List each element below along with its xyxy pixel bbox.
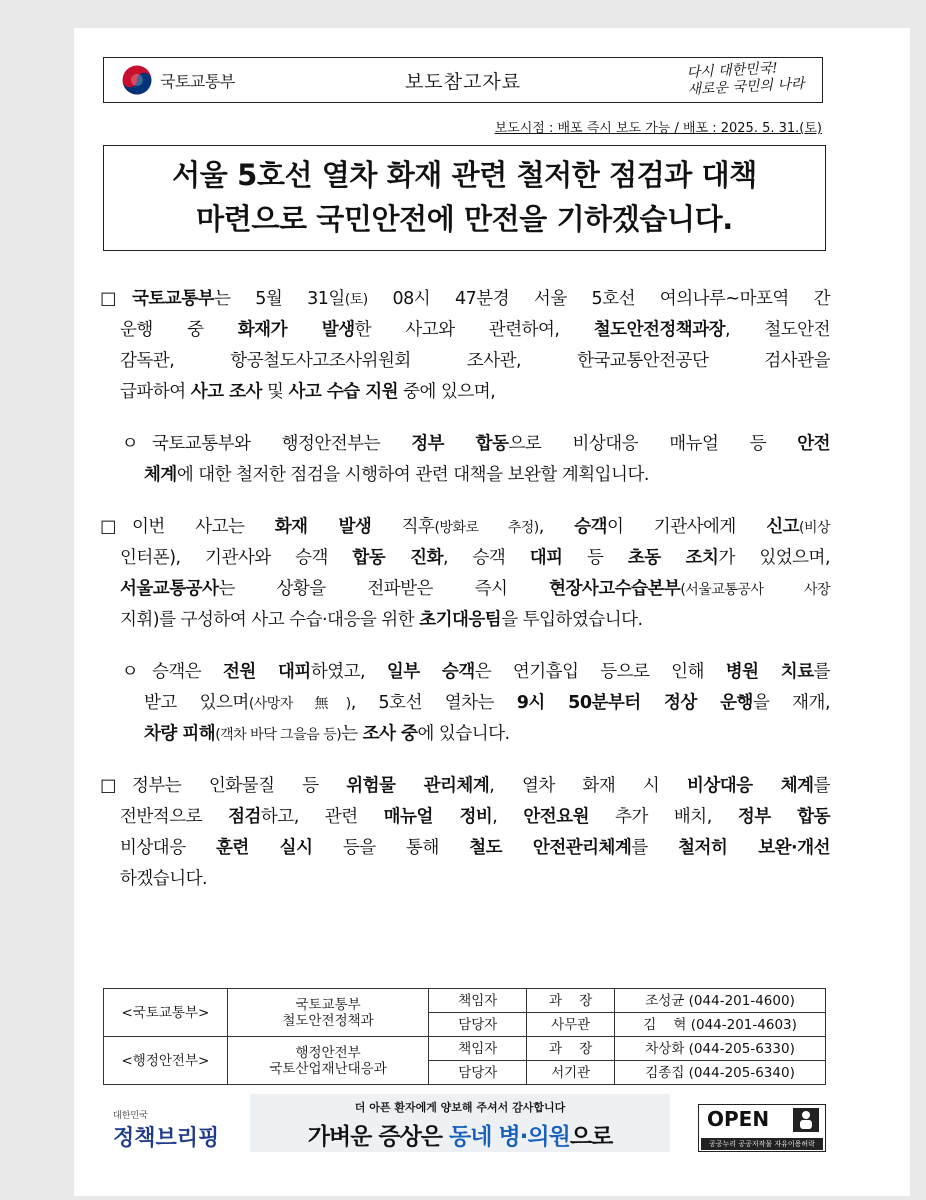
contact-title: 서기관 [527,1061,615,1085]
p1-l4-s2: 및 [261,382,289,402]
contact-person: 조성균 (044-201-4600) [615,989,826,1013]
p5-l2-s0: 전반적으로 [120,807,229,827]
checkbox-bullet-icon: □ [100,776,117,796]
p3-l3-s2: 현장사고수습본부 [549,579,681,599]
p5-l2-s4: , [492,807,524,827]
banner-headline [250,1118,670,1151]
headline-box [103,145,826,251]
p3-l2-s4: 등 [562,548,628,568]
press-body [100,284,830,895]
p1-l1-s3: 08시 47분경 서울 5호선 여의나루~마포역 간 [367,289,830,309]
p3-l1-s7: 신고 [766,517,799,537]
p3-l3-s3: (서울교통공사 사장 [680,582,830,598]
paragraph-3-line-2 [120,543,830,574]
p3-l2-s6: 가 있었으며, [718,548,831,568]
p1-l4-s3: 사고 수습 지원 [288,382,399,402]
doc-type-title: 보도참고자료 [404,70,522,93]
p5-l3-s3: 철도 안전관리체계 [469,838,632,858]
p2-l1-s2: 으로 비상대응 매뉴얼 등 [508,434,798,454]
taegeuk-icon [120,63,154,97]
p3-l1-s3: (방화로 추정) [434,520,539,536]
p1-l4-s1: 사고 조사 [190,382,262,402]
paragraph-4-line-1 [100,657,830,688]
p4-l3-s1: (객차 바닥 그을음 등) [215,727,342,743]
header-box [103,57,823,103]
checkbox-bullet-icon: □ [100,517,117,537]
headline-line-2: 마련으로 국민안전에 만전을 기하겠습니다. [196,202,733,236]
p4-l1-s1: 전원 대피 [222,662,311,682]
open-label: OPEN [707,1107,770,1131]
p1-l1-s1: 는 5월 31일 [214,289,345,309]
slogan-line-1: 다시 대한민국! [686,60,779,82]
p4-l2-s2: , 5호선 열차는 [350,693,517,713]
checkbox-bullet-icon: □ [100,289,117,309]
p4-l2-s0: 받고 있으며 [144,693,249,713]
contact-person: 김 혁 (044-201-4603) [615,1013,826,1037]
table-row [104,1037,826,1061]
p5-l1-s3: 비상대응 체계 [686,776,814,796]
campaign-banner[interactable] [250,1094,670,1152]
paragraph-3-line-1 [100,512,830,543]
paragraph-3-line-4 [120,605,830,636]
p3-l4-s0: 지휘)를 구성하여 사고 수습·대응을 위한 [120,610,420,630]
dept-division: 국토산업재난대응과 [269,1060,387,1077]
open-license-badge[interactable] [698,1104,826,1152]
headline-line-1: 서울 5호선 열차 화재 관련 철저한 점검과 대책 [172,158,757,192]
p1-l4-s0: 급파하여 [120,382,191,402]
p5-l3-s0: 비상대응 [120,838,216,858]
org-label: <국토교통부> [104,989,228,1037]
ministry-logo [120,63,320,97]
banner-headline-c: 으로 [569,1124,613,1150]
table-row [104,989,826,1013]
p5-l1-s2: , 열차 화재 시 [489,776,687,796]
p3-l3-s1: 는 상황을 전파받은 즉시 [218,579,550,599]
p3-l1-s1: 화재 발생 [274,517,372,537]
briefing-name: 정책브리핑 [113,1126,220,1151]
p5-l2-s2: 하고, 관련 [260,807,384,827]
p2-l1-s3: 안전 [797,434,830,454]
p4-l2-s1: (사망자 無) [248,696,351,712]
p3-l1-s0: 이번 사고는 [132,517,275,537]
p3-l2-s5: 초동 조치 [627,548,719,568]
contact-role: 책임자 [429,1037,527,1061]
p3-l1-s5: 승객 [574,517,608,537]
paragraph-5-line-2 [120,802,830,833]
p4-l3-s0: 차량 피해 [144,724,216,744]
p5-l2-s5: 안전요원 [523,807,589,827]
slogan-line-2: 새로운 국민의 나라 [686,75,805,99]
contact-role: 담당자 [429,1061,527,1085]
p5-l3-s2: 등을 통해 [312,838,470,858]
org-dept [227,989,429,1037]
p2-l2-s0: 체계 [144,465,177,485]
circle-bullet-icon: ㅇ [121,434,138,454]
paragraph-4-line-3 [144,719,830,750]
policy-briefing-logo[interactable] [113,1108,219,1152]
p2-l1-s1: 정부 합동 [411,434,509,454]
p3-l1-s4: , [538,517,575,537]
p4-l2-s3: 9시 50분부터 정상 운행 [516,693,753,713]
p1-l2-s3: 철도안전정책과장 [593,320,726,340]
circle-bullet-icon: ㅇ [121,662,138,682]
contact-person: 차상화 (044-205-6330) [615,1037,826,1061]
paragraph-4-line-2 [144,688,830,719]
paragraph-3-line-3 [120,574,830,605]
p3-l2-s1: 합동 진화 [352,548,443,568]
briefing-tag: 대한민국 [113,1111,148,1121]
p5-l1-s0: 정부는 인화물질 등 [132,776,347,796]
p4-l1-s5: 병원 치료 [725,662,814,682]
p1-l2-s2: 한 사고와 관련하여, [354,320,594,340]
p1-l2-s1: 화재가 발생 [237,320,355,340]
paragraph-2-line-1 [100,429,830,460]
p3-l2-s3: 대피 [529,548,563,568]
paragraph-5-line-3 [120,833,830,864]
release-info: 보도시점 : 배포 즉시 보도 가능 / 배포 : 2025. 5. 31.(토) [494,121,822,136]
p4-l3-s4: 에 있습니다. [417,724,510,744]
banner-headline-a: 가벼운 증상은 [307,1124,450,1150]
p1-l2-s4: , 철도안전 [725,320,830,340]
p2-l2-s1: 에 대한 철저한 점검을 시행하여 관련 대책을 보완할 계획입니다. [176,465,649,485]
dept-division: 철도안전정책과 [282,1012,374,1029]
p5-l2-s7: 정부 합동 [737,807,831,827]
p1-l4-s4: 중에 있으며, [398,382,496,402]
p2-l1-s0: 국토교통부와 행정안전부는 [152,434,412,454]
contact-role: 담당자 [429,1013,527,1037]
p5-l1-s4: 를 [813,776,830,796]
p3-l2-s0: 인터폰), 기관사와 승객 [120,548,353,568]
contact-role: 책임자 [429,989,527,1013]
p3-l4-s2: 을 투입하였습니다. [501,610,643,630]
p3-l2-s2: , 승객 [442,548,530,568]
org-label: <행정안전부> [104,1037,228,1085]
p3-l1-s6: 이 기관사에게 [607,517,767,537]
contact-table [103,988,826,1085]
org-dept [227,1037,429,1085]
p5-l2-s3: 매뉴얼 정비 [383,807,493,827]
p4-l3-s2: 는 [341,724,363,744]
paragraph-1-line-2 [120,315,830,346]
paragraph-2-line-2 [144,460,830,491]
footer [103,1094,826,1154]
p5-l2-s1: 점검 [228,807,261,827]
p5-l3-s1: 훈련 실시 [215,838,313,858]
p4-l1-s0: 승객은 [152,662,223,682]
p4-l3-s3: 조사 중 [362,724,418,744]
p4-l1-s2: 하였고, [310,662,387,682]
paragraph-1-line-4 [120,377,830,408]
p4-l2-s4: 을 재개, [752,693,831,713]
p3-l1-s2: 직후 [371,517,435,537]
open-caption: 공공누리 공공저작물 자유이용허락 [701,1138,823,1150]
ministry-name: 국토교통부 [160,71,235,91]
paragraph-1-line-3: 감독관, 항공철도사고조사위원회 조사관, 한국교통안전공단 검사관을 [120,351,830,371]
p1-l2-s0: 운행 중 [120,320,238,340]
paragraph-5-line-4: 하겠습니다. [120,869,208,889]
banner-headline-b: 동네 병·의원 [449,1124,570,1150]
p3-l3-s0: 서울교통공사 [120,579,219,599]
person-icon [793,1108,819,1132]
contact-title: 과 장 [527,1037,615,1061]
p3-l4-s1: 초기대응팀 [419,610,502,630]
contact-title: 과 장 [527,989,615,1013]
paragraph-5-line-1 [100,771,830,802]
slogan [686,59,805,99]
p5-l2-s6: 추가 배치, [589,807,738,827]
banner-subtitle: 더 아픈 환자에게 양보해 주셔서 감사합니다 [354,1101,566,1114]
p4-l1-s4: 은 연기흡입 등으로 인해 [474,662,726,682]
contact-title: 사무관 [527,1013,615,1037]
p5-l3-s4: 를 [631,838,679,858]
dept-name: 행정안전부 [295,1044,361,1061]
p3-l1-s8: (비상 [799,520,831,536]
p4-l1-s6: 를 [813,662,831,682]
p1-l1-s0: 국토교통부 [132,289,215,309]
p5-l1-s1: 위험물 관리체계 [346,776,490,796]
dept-name: 국토교통부 [295,996,361,1013]
paragraph-1-line-1 [100,284,830,315]
contact-person: 김종집 (044-205-6340) [615,1061,826,1085]
p4-l1-s3: 일부 승객 [386,662,475,682]
p1-l1-s2: (토) [344,292,368,308]
p5-l3-s5: 철저히 보완·개선 [678,838,831,858]
